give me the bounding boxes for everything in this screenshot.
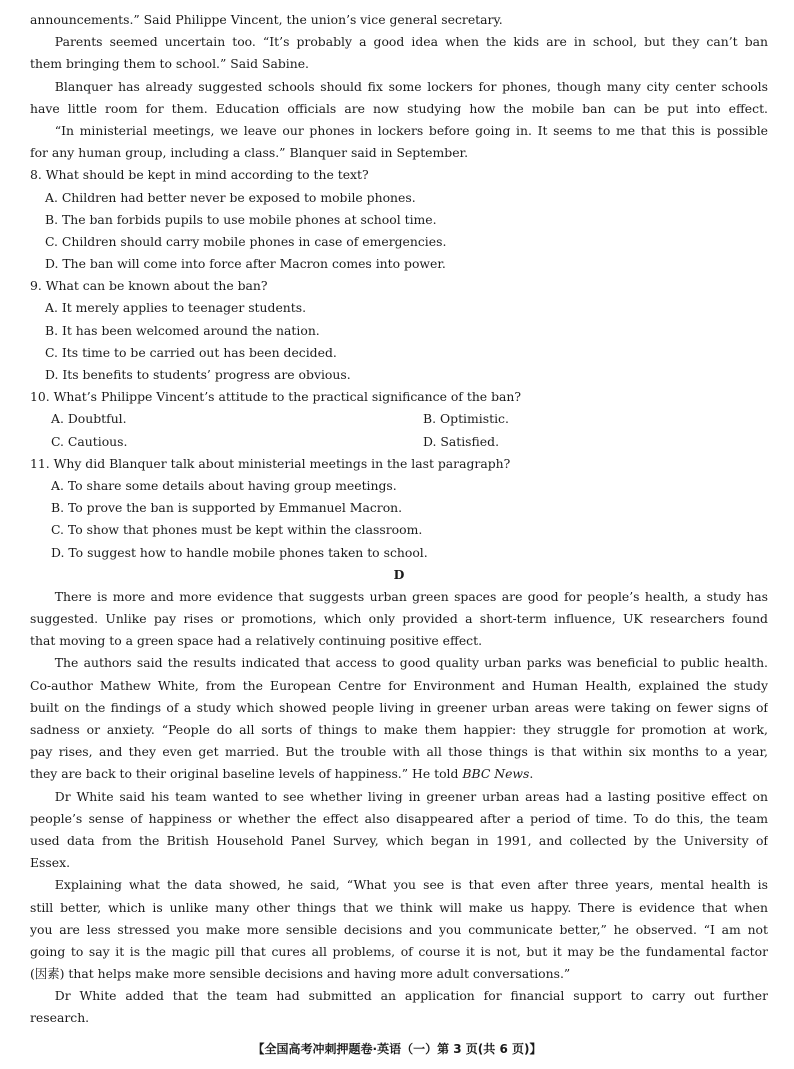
page-footer: 【全国高考冲刺押题卷·英语（一）第 3 页(共 6 页)】 bbox=[252, 1042, 542, 1056]
answer-option[interactable]: B. To prove the ban is supported by Emmanuel Macron. bbox=[51, 500, 403, 516]
answer-option[interactable]: A. Doubtful. bbox=[51, 411, 127, 427]
passage-line: There is more and more evidence that suggests urban green spaces are good for people’s health, a study has bbox=[54, 588, 768, 604]
answer-option[interactable]: A. To share some details about having group meetings. bbox=[51, 477, 397, 493]
source-name: BBC News bbox=[462, 766, 530, 782]
passage-line: suggested. Unlike pay rises or promotions, which only provided a short-term influence, UK researchers found bbox=[30, 611, 768, 627]
passage-line: people’s sense of happiness or whether the effect also disappeared after a period of time. To do this, the team bbox=[30, 810, 768, 826]
passage-line: Co-author Mathew White, from the European Centre for Environment and Human Health, explained the study bbox=[30, 677, 768, 693]
passage-line: Dr White said his team wanted to see whether living in greener urban areas had a lasting positive effect on bbox=[54, 788, 768, 804]
answer-option[interactable]: C. Its time to be carried out has been decided. bbox=[45, 344, 337, 360]
passage-line: Essex. bbox=[30, 855, 71, 871]
section-d bbox=[30, 564, 768, 1030]
passage-line: (因素) that helps make more sensible decisions and having more adult conversations.” bbox=[30, 966, 571, 982]
passage-line: for any human group, including a class.” Blanquer said in September. bbox=[30, 145, 469, 161]
question-9 bbox=[30, 275, 768, 386]
option-row bbox=[30, 408, 768, 430]
passage-line: Parents seemed uncertain too. “It’s probably a good idea when the kids are in school, but they can’t ban bbox=[54, 34, 768, 50]
passage-line: research. bbox=[30, 1010, 90, 1026]
question-stem: 8. What should be kept in mind according to the text? bbox=[30, 167, 369, 183]
question-stem: 10. What’s Philippe Vincent’s attitude to the practical significance of the ban? bbox=[30, 389, 522, 405]
passage-line: Dr White added that the team had submitted an application for financial support to carry out further bbox=[54, 988, 768, 1004]
answer-option[interactable]: D. Its benefits to students’ progress are obvious. bbox=[45, 367, 351, 382]
passage-line: Explaining what the data showed, he said, “What you see is that even after three years, mental health is bbox=[54, 877, 768, 893]
option-row bbox=[30, 431, 768, 453]
answer-option[interactable]: C. To show that phones must be kept within the classroom. bbox=[51, 522, 423, 538]
source-period: . bbox=[529, 766, 534, 782]
answer-option[interactable]: B. Optimistic. bbox=[423, 411, 509, 427]
answer-option[interactable]: D. To suggest how to handle mobile phones taken to school. bbox=[51, 544, 428, 560]
answer-option[interactable]: C. Children should carry mobile phones in case of emergencies. bbox=[45, 233, 447, 249]
passage-line: built on the findings of a study which showed people living in greener urban areas were taking on fewer signs of bbox=[30, 699, 768, 715]
passage-line: “In ministerial meetings, we leave our phones in lockers before going in. It seems to me that this is possible bbox=[54, 122, 768, 138]
answer-option[interactable]: D. The ban will come into force after Macron comes into power. bbox=[45, 256, 446, 272]
passage-line: them bringing them to school.” Said Sabine. bbox=[30, 56, 309, 72]
answer-option[interactable]: A. Children had better never be exposed to mobile phones. bbox=[45, 189, 416, 205]
question-10 bbox=[30, 386, 768, 453]
passage-line: that moving to a green space had a relatively continuing positive effect. bbox=[30, 633, 483, 649]
passage-c bbox=[30, 9, 768, 164]
answer-option[interactable]: B. The ban forbids pupils to use mobile phones at school time. bbox=[45, 211, 437, 227]
answer-option[interactable]: B. It has been welcomed around the nation. bbox=[45, 322, 320, 338]
passage-line: announcements.” Said Philippe Vincent, the union’s vice general secretary. bbox=[30, 12, 503, 27]
question-stem: 11. Why did Blanquer talk about ministerial meetings in the last paragraph? bbox=[30, 455, 511, 471]
section-heading: D bbox=[393, 566, 405, 582]
passage-line: you are less stressed you make more sensible decisions and you communicate better,” he observed. “I am not bbox=[30, 921, 768, 937]
question-8 bbox=[30, 164, 768, 275]
passage-line: still better, which is unlike many other things that we think will make us happy. There is evidence that when bbox=[30, 899, 768, 915]
passage-line: The authors said the results indicated that access to good quality urban parks was beneficial to public health. bbox=[54, 655, 768, 671]
answer-option[interactable]: C. Cautious. bbox=[51, 433, 128, 449]
passage-line: pay rises, and they even get married. But the trouble with all those things is that within six months to a year, bbox=[30, 744, 768, 760]
passage-line: Blanquer has already suggested schools should fix some lockers for phones, though many city center schools bbox=[54, 78, 768, 94]
quote-text: they are back to their original baseline levels of happiness.” He told bbox=[30, 766, 459, 782]
question-stem: 9. What can be known about the ban? bbox=[30, 278, 268, 294]
answer-option[interactable]: A. It merely applies to teenager students. bbox=[45, 300, 307, 316]
passage-line: sadness or anxiety. “People do all sorts of things to make them happier: they struggle for promotion at work, bbox=[30, 722, 768, 737]
passage-line: used data from the British Household Panel Survey, which began in 1991, and collected by the University of bbox=[30, 832, 768, 848]
answer-option[interactable]: D. Satisfied. bbox=[423, 433, 500, 449]
passage-line: have little room for them. Education officials are now studying how the mobile ban can be put into effect. bbox=[30, 100, 768, 116]
question-11 bbox=[30, 453, 768, 564]
passage-line bbox=[30, 763, 768, 785]
passage-line: going to say it is the magic pill that cures all problems, of course it is not, but it may be the fundamental factor bbox=[30, 943, 768, 959]
